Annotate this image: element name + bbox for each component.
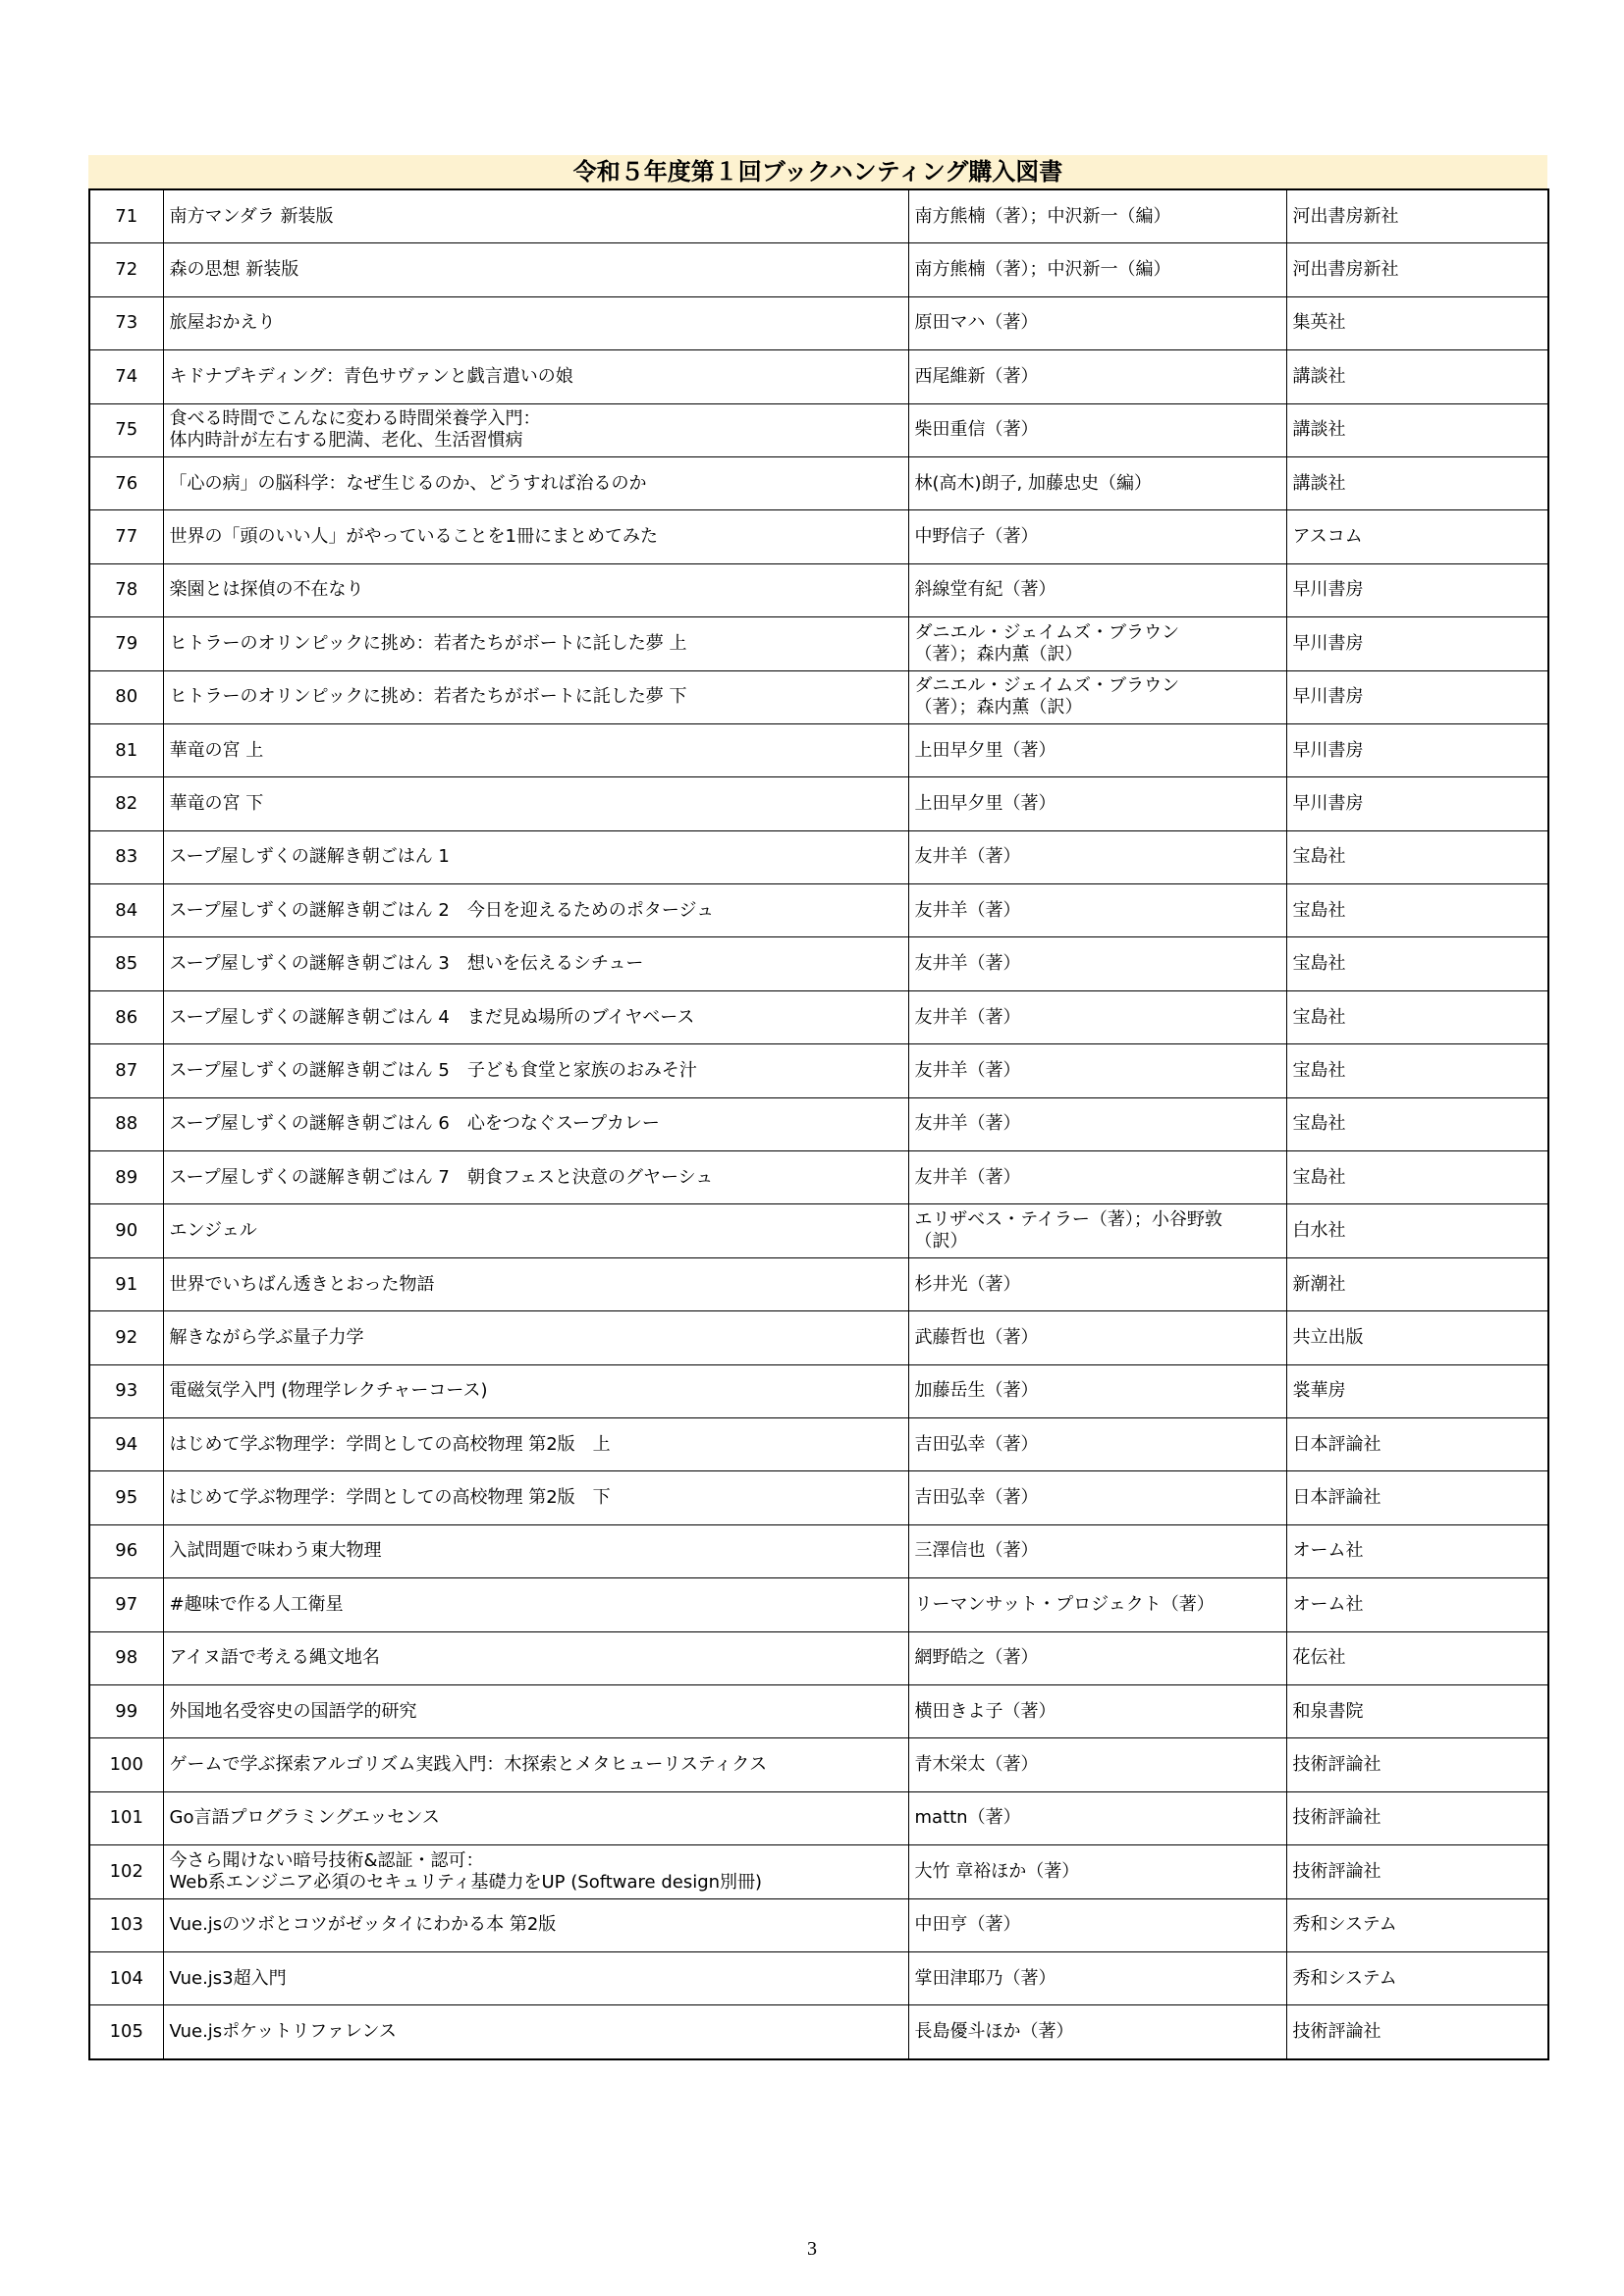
document-title: 令和５年度第１回ブックハンティング購入図書 xyxy=(88,155,1547,188)
table-row xyxy=(89,1845,1548,1898)
book-title-cell: 今さら聞けない暗号技術&認証・認可： Web系エンジニア必須のセキュリティ基礎力をUP (Software design別冊) xyxy=(163,1845,908,1898)
author-cell: 友井羊（著） xyxy=(908,884,1286,937)
publisher-cell: アスコム xyxy=(1286,510,1548,563)
publisher-cell: 新潮社 xyxy=(1286,1257,1548,1310)
author-cell: 網野皓之（著） xyxy=(908,1631,1286,1684)
row-number-cell: 98 xyxy=(89,1631,163,1684)
table-row xyxy=(89,1151,1548,1204)
publisher-cell: 日本評論社 xyxy=(1286,1471,1548,1524)
row-number-cell: 89 xyxy=(89,1151,163,1204)
table-row xyxy=(89,990,1548,1043)
table-row xyxy=(89,937,1548,990)
row-number-cell: 81 xyxy=(89,723,163,776)
book-title-cell: 世界でいちばん透きとおった物語 xyxy=(163,1257,908,1310)
author-cell: 友井羊（著） xyxy=(908,990,1286,1043)
publisher-cell: 技術評論社 xyxy=(1286,1738,1548,1791)
table-row xyxy=(89,670,1548,723)
author-cell: 青木栄太（著） xyxy=(908,1738,1286,1791)
row-number-cell: 73 xyxy=(89,296,163,349)
row-number-cell: 83 xyxy=(89,830,163,883)
author-cell: 友井羊（著） xyxy=(908,1151,1286,1204)
book-title-cell: 外国地名受容史の国語学的研究 xyxy=(163,1684,908,1737)
book-title-cell: ヒトラーのオリンピックに挑め：若者たちがボートに託した夢 上 xyxy=(163,617,908,670)
book-title-cell: エンジェル xyxy=(163,1204,908,1257)
author-cell: 友井羊（著） xyxy=(908,830,1286,883)
publisher-cell: 白水社 xyxy=(1286,1204,1548,1257)
table-row xyxy=(89,189,1548,243)
table-row xyxy=(89,1471,1548,1524)
table-row xyxy=(89,1204,1548,1257)
row-number-cell: 87 xyxy=(89,1044,163,1097)
table-row xyxy=(89,1524,1548,1577)
row-number-cell: 86 xyxy=(89,990,163,1043)
table-row xyxy=(89,1898,1548,1951)
author-cell: 西尾維新（著） xyxy=(908,350,1286,403)
table-row xyxy=(89,1578,1548,1631)
publisher-cell: 共立出版 xyxy=(1286,1311,1548,1364)
author-cell: 上田早夕里（著） xyxy=(908,777,1286,830)
book-title-cell: Vue.js3超入門 xyxy=(163,1951,908,2004)
author-cell: 中田亨（著） xyxy=(908,1898,1286,1951)
table-row xyxy=(89,1097,1548,1150)
book-title-cell: アイヌ語で考える縄文地名 xyxy=(163,1631,908,1684)
book-title-cell: 南方マンダラ 新装版 xyxy=(163,189,908,243)
book-title-cell: スープ屋しずくの謎解き朝ごはん 7 朝食フェスと決意のグヤーシュ xyxy=(163,1151,908,1204)
row-number-cell: 102 xyxy=(89,1845,163,1898)
page-number: 3 xyxy=(807,2238,817,2260)
table-row xyxy=(89,1791,1548,1844)
table-row xyxy=(89,1738,1548,1791)
book-title-cell: ヒトラーのオリンピックに挑め：若者たちがボートに託した夢 下 xyxy=(163,670,908,723)
book-list-body xyxy=(89,189,1548,2059)
book-title-cell: 楽園とは探偵の不在なり xyxy=(163,563,908,616)
author-cell: 原田マハ（著） xyxy=(908,296,1286,349)
book-title-cell: Vue.jsポケットリファレンス xyxy=(163,2005,908,2059)
publisher-cell: 宝島社 xyxy=(1286,1097,1548,1150)
publisher-cell: 和泉書院 xyxy=(1286,1684,1548,1737)
table-row xyxy=(89,1044,1548,1097)
author-cell: 吉田弘幸（著） xyxy=(908,1471,1286,1524)
book-title-cell: 「心の病」の脳科学：なぜ生じるのか、どうすれば治るのか xyxy=(163,456,908,509)
author-cell: ダニエル・ジェイムズ・ブラウン （著）；森内薫（訳） xyxy=(908,617,1286,670)
publisher-cell: 宝島社 xyxy=(1286,937,1548,990)
publisher-cell: 宝島社 xyxy=(1286,830,1548,883)
book-title-cell: 電磁気学入門 (物理学レクチャーコース) xyxy=(163,1364,908,1417)
book-title-cell: ゲームで学ぶ探索アルゴリズム実践入門：木探索とメタヒューリスティクス xyxy=(163,1738,908,1791)
author-cell: 三澤信也（著） xyxy=(908,1524,1286,1577)
author-cell: リーマンサット・プロジェクト（著） xyxy=(908,1578,1286,1631)
row-number-cell: 91 xyxy=(89,1257,163,1310)
row-number-cell: 104 xyxy=(89,1951,163,2004)
row-number-cell: 75 xyxy=(89,403,163,456)
author-cell: ダニエル・ジェイムズ・ブラウン （著）；森内薫（訳） xyxy=(908,670,1286,723)
author-cell: 南方熊楠（著）；中沢新一（編） xyxy=(908,189,1286,243)
row-number-cell: 93 xyxy=(89,1364,163,1417)
row-number-cell: 78 xyxy=(89,563,163,616)
author-cell: 中野信子（著） xyxy=(908,510,1286,563)
row-number-cell: 96 xyxy=(89,1524,163,1577)
publisher-cell: 宝島社 xyxy=(1286,884,1548,937)
author-cell: mattn（著） xyxy=(908,1791,1286,1844)
row-number-cell: 101 xyxy=(89,1791,163,1844)
publisher-cell: 講談社 xyxy=(1286,456,1548,509)
author-cell: 武藤哲也（著） xyxy=(908,1311,1286,1364)
author-cell: 南方熊楠（著）；中沢新一（編） xyxy=(908,243,1286,296)
book-list-table xyxy=(88,188,1549,2060)
book-title-cell: #趣味で作る人工衛星 xyxy=(163,1578,908,1631)
publisher-cell: 技術評論社 xyxy=(1286,2005,1548,2059)
publisher-cell: 早川書房 xyxy=(1286,777,1548,830)
row-number-cell: 100 xyxy=(89,1738,163,1791)
publisher-cell: 宝島社 xyxy=(1286,1044,1548,1097)
publisher-cell: 講談社 xyxy=(1286,350,1548,403)
table-row xyxy=(89,510,1548,563)
table-row xyxy=(89,350,1548,403)
publisher-cell: 裳華房 xyxy=(1286,1364,1548,1417)
author-cell: 吉田弘幸（著） xyxy=(908,1417,1286,1470)
publisher-cell: 宝島社 xyxy=(1286,1151,1548,1204)
author-cell: 友井羊（著） xyxy=(908,937,1286,990)
author-cell: 斜線堂有紀（著） xyxy=(908,563,1286,616)
table-row xyxy=(89,777,1548,830)
publisher-cell: 技術評論社 xyxy=(1286,1791,1548,1844)
book-title-cell: 食べる時間でこんなに変わる時間栄養学入門： 体内時計が左右する肥満、老化、生活習慣病 xyxy=(163,403,908,456)
author-cell: 柴田重信（著） xyxy=(908,403,1286,456)
row-number-cell: 99 xyxy=(89,1684,163,1737)
table-row xyxy=(89,723,1548,776)
table-row xyxy=(89,1257,1548,1310)
row-number-cell: 74 xyxy=(89,350,163,403)
book-title-cell: スープ屋しずくの謎解き朝ごはん 6 心をつなぐスープカレー xyxy=(163,1097,908,1150)
book-title-cell: 世界の「頭のいい人」がやっていることを1冊にまとめてみた xyxy=(163,510,908,563)
publisher-cell: 技術評論社 xyxy=(1286,1845,1548,1898)
author-cell: 林(高木)朗子, 加藤忠史（編） xyxy=(908,456,1286,509)
table-row xyxy=(89,563,1548,616)
author-cell: 友井羊（著） xyxy=(908,1097,1286,1150)
row-number-cell: 94 xyxy=(89,1417,163,1470)
table-row xyxy=(89,243,1548,296)
book-title-cell: 入試問題で味わう東大物理 xyxy=(163,1524,908,1577)
book-title-cell: スープ屋しずくの謎解き朝ごはん 3 想いを伝えるシチュー xyxy=(163,937,908,990)
author-cell: 加藤岳生（著） xyxy=(908,1364,1286,1417)
table-row xyxy=(89,830,1548,883)
publisher-cell: オーム社 xyxy=(1286,1578,1548,1631)
book-title-cell: 華竜の宮 下 xyxy=(163,777,908,830)
row-number-cell: 82 xyxy=(89,777,163,830)
author-cell: 大竹 章裕ほか（著） xyxy=(908,1845,1286,1898)
row-number-cell: 97 xyxy=(89,1578,163,1631)
row-number-cell: 92 xyxy=(89,1311,163,1364)
publisher-cell: 早川書房 xyxy=(1286,617,1548,670)
book-title-cell: はじめて学ぶ物理学：学問としての高校物理 第2版 下 xyxy=(163,1471,908,1524)
table-row xyxy=(89,296,1548,349)
book-title-cell: 解きながら学ぶ量子力学 xyxy=(163,1311,908,1364)
table-row xyxy=(89,884,1548,937)
table-row xyxy=(89,1684,1548,1737)
book-title-cell: スープ屋しずくの謎解き朝ごはん 2 今日を迎えるためのポタージュ xyxy=(163,884,908,937)
table-row xyxy=(89,2005,1548,2059)
table-row xyxy=(89,1631,1548,1684)
table-row xyxy=(89,1951,1548,2004)
publisher-cell: 宝島社 xyxy=(1286,990,1548,1043)
author-cell: 掌田津耶乃（著） xyxy=(908,1951,1286,2004)
row-number-cell: 85 xyxy=(89,937,163,990)
book-title-cell: Vue.jsのツボとコツがゼッタイにわかる本 第2版 xyxy=(163,1898,908,1951)
book-title-cell: スープ屋しずくの謎解き朝ごはん 1 xyxy=(163,830,908,883)
author-cell: 横田きよ子（著） xyxy=(908,1684,1286,1737)
row-number-cell: 72 xyxy=(89,243,163,296)
row-number-cell: 71 xyxy=(89,189,163,243)
publisher-cell: 秀和システム xyxy=(1286,1898,1548,1951)
publisher-cell: 集英社 xyxy=(1286,296,1548,349)
author-cell: エリザベス・テイラー（著）；小谷野敦 （訳） xyxy=(908,1204,1286,1257)
author-cell: 長島優斗ほか（著） xyxy=(908,2005,1286,2059)
row-number-cell: 90 xyxy=(89,1204,163,1257)
publisher-cell: 早川書房 xyxy=(1286,670,1548,723)
publisher-cell: オーム社 xyxy=(1286,1524,1548,1577)
publisher-cell: 早川書房 xyxy=(1286,723,1548,776)
publisher-cell: 河出書房新社 xyxy=(1286,243,1548,296)
table-row xyxy=(89,617,1548,670)
book-title-cell: キドナプキディング：青色サヴァンと戯言遣いの娘 xyxy=(163,350,908,403)
publisher-cell: 早川書房 xyxy=(1286,563,1548,616)
row-number-cell: 77 xyxy=(89,510,163,563)
book-title-cell: 森の思想 新装版 xyxy=(163,243,908,296)
row-number-cell: 103 xyxy=(89,1898,163,1951)
publisher-cell: 講談社 xyxy=(1286,403,1548,456)
author-cell: 杉井光（著） xyxy=(908,1257,1286,1310)
author-cell: 上田早夕里（著） xyxy=(908,723,1286,776)
table-row xyxy=(89,1417,1548,1470)
row-number-cell: 84 xyxy=(89,884,163,937)
book-title-cell: Go言語プログラミングエッセンス xyxy=(163,1791,908,1844)
book-title-cell: 華竜の宮 上 xyxy=(163,723,908,776)
publisher-cell: 日本評論社 xyxy=(1286,1417,1548,1470)
publisher-cell: 花伝社 xyxy=(1286,1631,1548,1684)
row-number-cell: 76 xyxy=(89,456,163,509)
table-row xyxy=(89,1364,1548,1417)
row-number-cell: 105 xyxy=(89,2005,163,2059)
author-cell: 友井羊（著） xyxy=(908,1044,1286,1097)
table-row xyxy=(89,1311,1548,1364)
table-row xyxy=(89,456,1548,509)
table-row xyxy=(89,403,1548,456)
row-number-cell: 95 xyxy=(89,1471,163,1524)
book-title-cell: スープ屋しずくの謎解き朝ごはん 5 子ども食堂と家族のおみそ汁 xyxy=(163,1044,908,1097)
row-number-cell: 80 xyxy=(89,670,163,723)
publisher-cell: 秀和システム xyxy=(1286,1951,1548,2004)
row-number-cell: 88 xyxy=(89,1097,163,1150)
book-title-cell: 旅屋おかえり xyxy=(163,296,908,349)
row-number-cell: 79 xyxy=(89,617,163,670)
publisher-cell: 河出書房新社 xyxy=(1286,189,1548,243)
book-title-cell: スープ屋しずくの謎解き朝ごはん 4 まだ見ぬ場所のブイヤベース xyxy=(163,990,908,1043)
book-title-cell: はじめて学ぶ物理学：学問としての高校物理 第2版 上 xyxy=(163,1417,908,1470)
